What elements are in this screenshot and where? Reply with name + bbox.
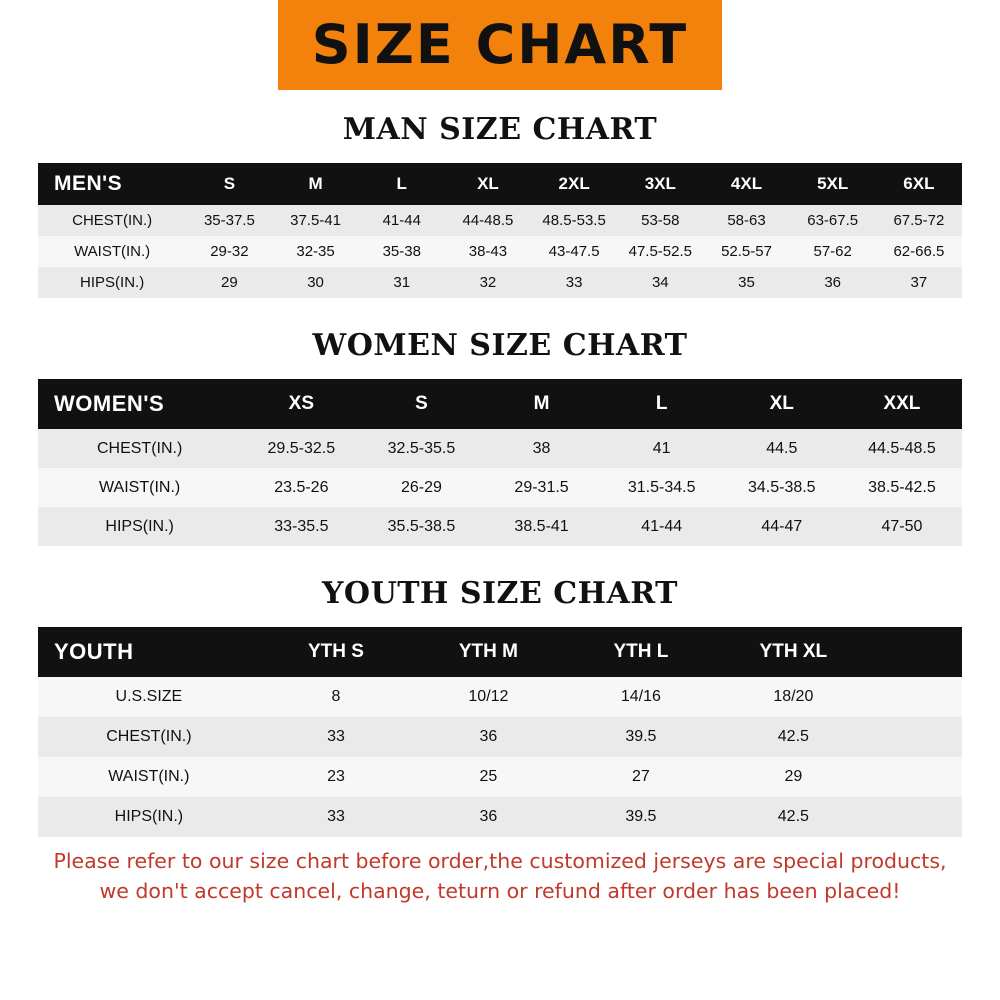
table-cell: 47-50	[842, 507, 962, 546]
table-row	[38, 717, 962, 757]
youth-header-cell: YTH S	[260, 627, 412, 677]
men-header-cell: 4XL	[703, 163, 789, 205]
women-chart-wrap	[0, 379, 1000, 546]
table-cell: 29-32	[186, 236, 272, 267]
table-cell: 29	[717, 757, 869, 797]
row-label: U.S.SIZE	[38, 677, 260, 717]
table-cell: 18/20	[717, 677, 869, 717]
table-cell: 62-66.5	[876, 236, 962, 267]
table-cell: 36	[412, 717, 564, 757]
table-cell: 34.5-38.5	[722, 468, 842, 507]
women-header-cell: XS	[241, 379, 361, 429]
youth-header-cell: YTH L	[565, 627, 717, 677]
table-cell: 35.5-38.5	[361, 507, 481, 546]
table-row	[38, 797, 962, 837]
table-cell: 36	[790, 267, 876, 298]
table-row	[38, 267, 962, 298]
men-size-table	[38, 163, 962, 298]
disclaimer-line-2: we don't accept cancel, change, teturn or refund after order has been placed!	[99, 878, 901, 903]
table-cell: 23	[260, 757, 412, 797]
row-label: HIPS(IN.)	[38, 267, 186, 298]
women-header-cell: XL	[722, 379, 842, 429]
youth-header-cell: YTH M	[412, 627, 564, 677]
table-cell: 33	[260, 717, 412, 757]
women-header-cell: XXL	[842, 379, 962, 429]
row-label: HIPS(IN.)	[38, 507, 241, 546]
table-cell: 8	[260, 677, 412, 717]
men-header-cell: 5XL	[790, 163, 876, 205]
table-cell: 42.5	[717, 717, 869, 757]
table-cell-spacer	[870, 677, 962, 717]
table-cell-spacer	[870, 717, 962, 757]
youth-header-cell: YTH XL	[717, 627, 869, 677]
table-cell-spacer	[870, 797, 962, 837]
table-cell: 32	[445, 267, 531, 298]
women-header-cell: M	[482, 379, 602, 429]
table-cell: 29.5-32.5	[241, 429, 361, 468]
table-cell: 32.5-35.5	[361, 429, 481, 468]
table-cell: 52.5-57	[703, 236, 789, 267]
table-cell: 41-44	[602, 507, 722, 546]
table-cell: 23.5-26	[241, 468, 361, 507]
table-cell: 14/16	[565, 677, 717, 717]
women-size-table	[38, 379, 962, 546]
table-cell: 37.5-41	[272, 205, 358, 236]
table-cell: 38	[482, 429, 602, 468]
men-header-cell: L	[359, 163, 445, 205]
table-row	[38, 236, 962, 267]
table-row	[38, 507, 962, 546]
table-cell: 67.5-72	[876, 205, 962, 236]
table-cell: 10/12	[412, 677, 564, 717]
table-cell: 57-62	[790, 236, 876, 267]
page-banner	[0, 0, 1000, 90]
table-cell: 38.5-41	[482, 507, 602, 546]
table-cell: 44.5-48.5	[842, 429, 962, 468]
men-header-cell: 3XL	[617, 163, 703, 205]
women-header-cell: S	[361, 379, 481, 429]
women-header-cell: L	[602, 379, 722, 429]
row-label: CHEST(IN.)	[38, 205, 186, 236]
youth-section-title: YOUTH SIZE CHART	[322, 576, 678, 611]
table-cell: 39.5	[565, 797, 717, 837]
table-cell: 43-47.5	[531, 236, 617, 267]
table-row	[38, 429, 962, 468]
disclaimer-note	[0, 837, 1000, 906]
table-cell: 33	[531, 267, 617, 298]
men-header-row	[38, 163, 962, 205]
table-cell: 44.5	[722, 429, 842, 468]
table-row	[38, 205, 962, 236]
table-cell: 34	[617, 267, 703, 298]
table-cell: 47.5-52.5	[617, 236, 703, 267]
table-cell: 31	[359, 267, 445, 298]
youth-header-spacer	[870, 627, 962, 677]
table-cell: 33	[260, 797, 412, 837]
men-header-cell: M	[272, 163, 358, 205]
youth-chart-wrap	[0, 627, 1000, 837]
table-cell: 58-63	[703, 205, 789, 236]
women-header-cell: WOMEN'S	[38, 379, 241, 429]
table-cell: 37	[876, 267, 962, 298]
men-header-cell: 2XL	[531, 163, 617, 205]
table-cell: 29	[186, 267, 272, 298]
row-label: CHEST(IN.)	[38, 717, 260, 757]
table-cell: 35	[703, 267, 789, 298]
table-row	[38, 757, 962, 797]
table-cell: 35-37.5	[186, 205, 272, 236]
table-cell: 31.5-34.5	[602, 468, 722, 507]
table-cell: 38-43	[445, 236, 531, 267]
table-cell: 63-67.5	[790, 205, 876, 236]
men-header-cell: XL	[445, 163, 531, 205]
table-row	[38, 468, 962, 507]
men-chart-wrap	[0, 163, 1000, 298]
table-cell: 41-44	[359, 205, 445, 236]
men-header-cell: 6XL	[876, 163, 962, 205]
table-cell-spacer	[870, 757, 962, 797]
table-cell: 33-35.5	[241, 507, 361, 546]
table-cell: 25	[412, 757, 564, 797]
table-cell: 42.5	[717, 797, 869, 837]
table-cell: 30	[272, 267, 358, 298]
men-header-cell: MEN'S	[38, 163, 186, 205]
table-cell: 27	[565, 757, 717, 797]
table-cell: 29-31.5	[482, 468, 602, 507]
women-header-row	[38, 379, 962, 429]
row-label: WAIST(IN.)	[38, 757, 260, 797]
row-label: CHEST(IN.)	[38, 429, 241, 468]
table-cell: 32-35	[272, 236, 358, 267]
men-header-cell: S	[186, 163, 272, 205]
youth-header-cell: YOUTH	[38, 627, 260, 677]
table-row	[38, 677, 962, 717]
disclaimer-line-1: Please refer to our size chart before order,the customized jerseys are special products,	[53, 849, 947, 873]
table-cell: 39.5	[565, 717, 717, 757]
men-section-title: MAN SIZE CHART	[342, 112, 658, 147]
youth-header-row	[38, 627, 962, 677]
page-title: SIZE CHART	[311, 13, 689, 76]
table-cell: 41	[602, 429, 722, 468]
women-section-title: WOMEN SIZE CHART	[312, 328, 688, 363]
table-cell: 44-48.5	[445, 205, 531, 236]
table-cell: 48.5-53.5	[531, 205, 617, 236]
row-label: WAIST(IN.)	[38, 236, 186, 267]
row-label: WAIST(IN.)	[38, 468, 241, 507]
table-cell: 26-29	[361, 468, 481, 507]
table-cell: 53-58	[617, 205, 703, 236]
table-cell: 35-38	[359, 236, 445, 267]
table-cell: 36	[412, 797, 564, 837]
row-label: HIPS(IN.)	[38, 797, 260, 837]
youth-size-table	[38, 627, 962, 837]
table-cell: 38.5-42.5	[842, 468, 962, 507]
table-cell: 44-47	[722, 507, 842, 546]
